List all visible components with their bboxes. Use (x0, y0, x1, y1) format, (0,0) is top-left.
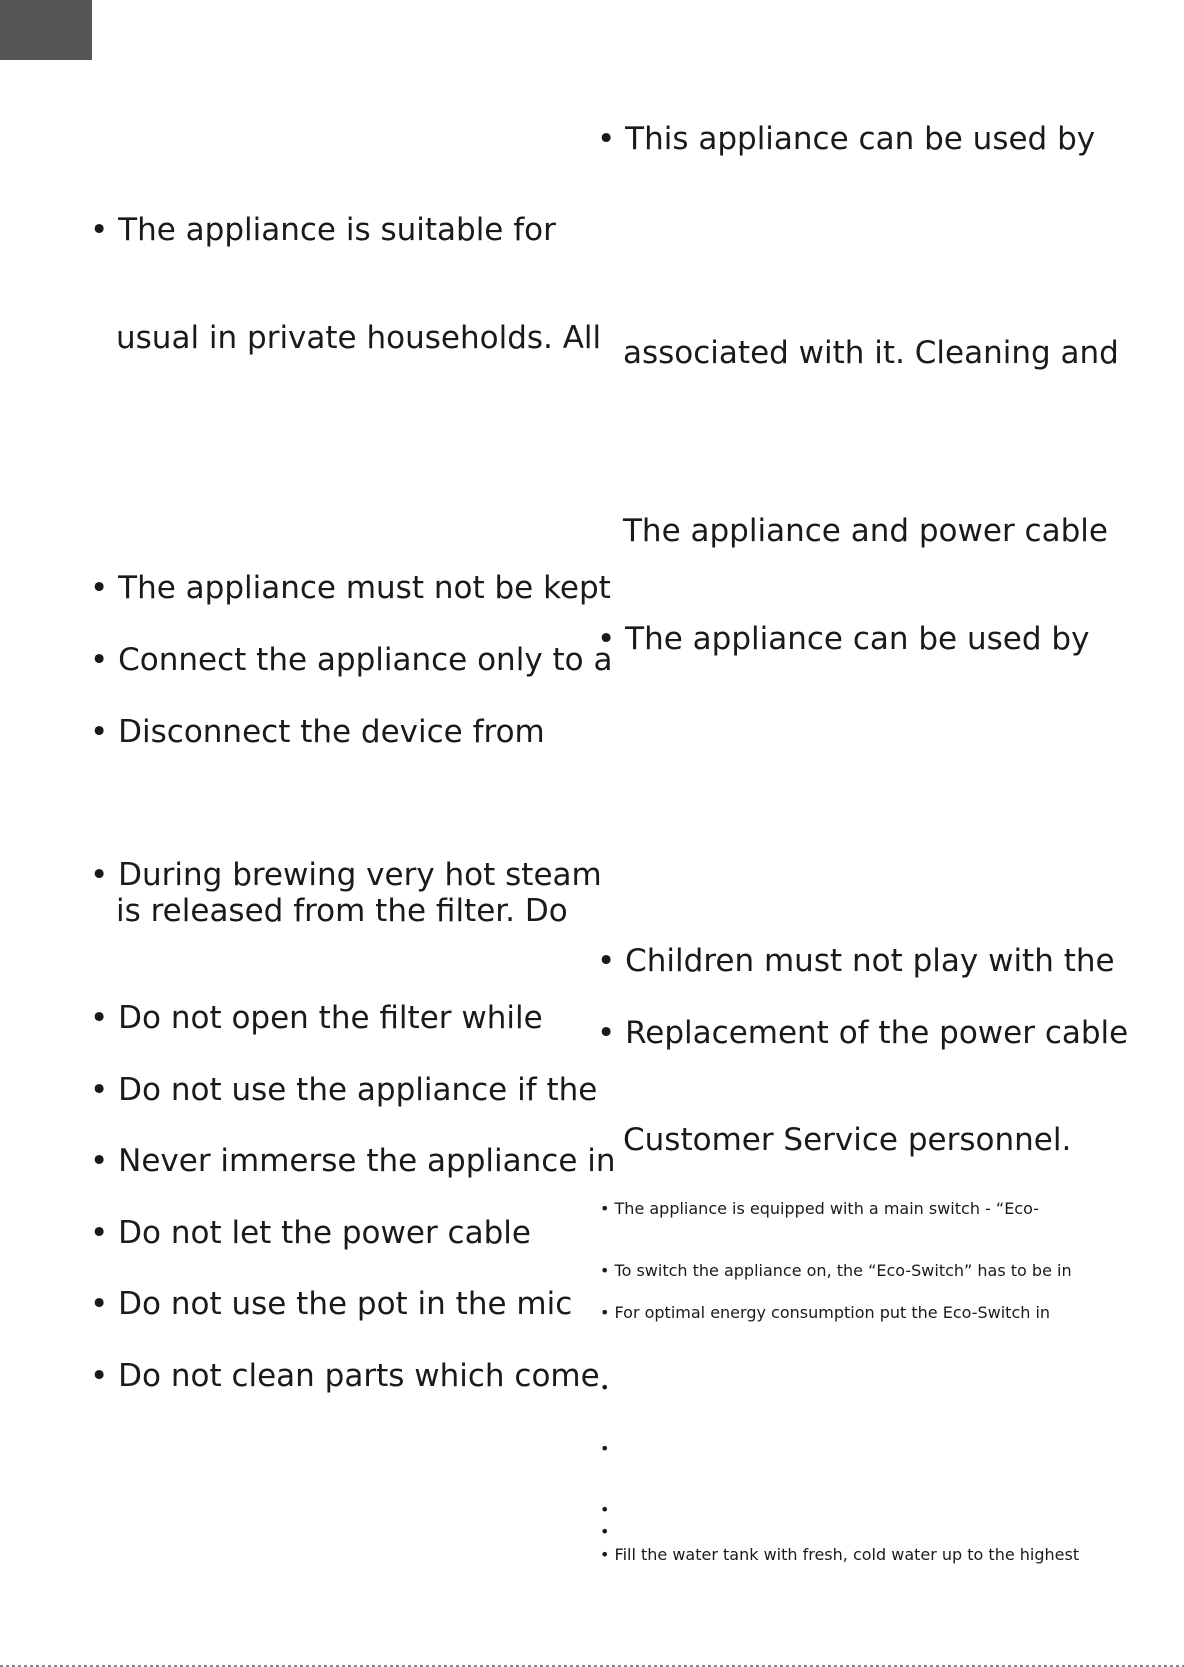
left-line-13: • Do not clean parts which come (90, 1358, 600, 1394)
note-line-3: • For optimal energy consumption put the Eco-Switch in (600, 1303, 1051, 1322)
right-line-7: Customer Service personnel. (623, 1122, 1072, 1158)
note-line-4: • Fill the water tank with fresh, cold water up to the highest (600, 1545, 1080, 1564)
note-line-2: • To switch the appliance on, the “Eco-Switch” has to be in (600, 1261, 1072, 1280)
left-line-10: • Never immerse the appliance in (90, 1143, 616, 1179)
empty-bullet: • (600, 1522, 610, 1541)
left-line-1: • The appliance is suitable for (90, 212, 556, 248)
right-line-3: The appliance and power cable (623, 513, 1108, 549)
left-line-8: • Do not open the filter while (90, 1000, 543, 1036)
left-line-9: • Do not use the appliance if the (90, 1072, 598, 1108)
empty-bullet: • (600, 1500, 610, 1519)
right-line-4: • The appliance can be used by (597, 621, 1090, 657)
empty-bullet: • (600, 1378, 610, 1397)
right-line-5: • Children must not play with the (597, 943, 1115, 979)
left-line-3: • The appliance must not be kept (90, 570, 611, 606)
right-line-1: • This appliance can be used by (597, 121, 1096, 157)
right-line-2: associated with it. Cleaning and (623, 335, 1119, 371)
empty-bullet: • (600, 1439, 610, 1458)
note-line-1: • The appliance is equipped with a main switch - “Eco- (600, 1199, 1039, 1218)
left-line-5: • Disconnect the device from (90, 714, 545, 750)
left-line-2: usual in private households. All (116, 320, 602, 356)
left-line-7: is released from the filter. Do (116, 893, 568, 929)
corner-tab (0, 0, 92, 60)
left-line-6: • During brewing very hot steam (90, 857, 602, 893)
right-line-6: • Replacement of the power cable (597, 1015, 1129, 1051)
left-line-11: • Do not let the power cable (90, 1215, 531, 1251)
left-line-4: • Connect the appliance only to a (90, 642, 613, 678)
left-line-12: • Do not use the pot in the mic (90, 1286, 573, 1322)
